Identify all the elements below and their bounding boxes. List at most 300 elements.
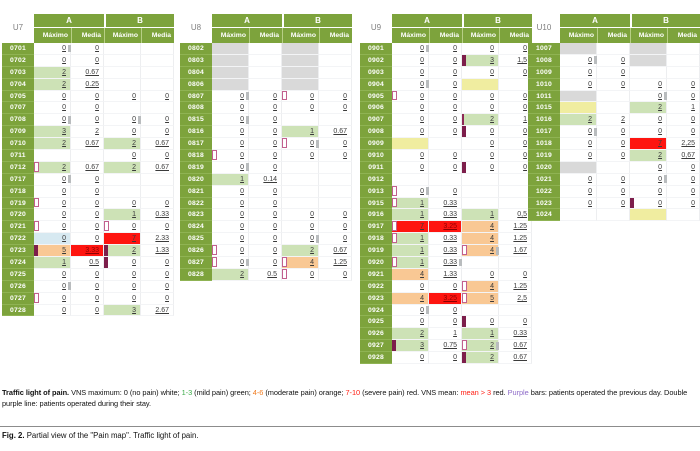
gray-bar [426,45,429,53]
pain-value: 3 [490,56,494,64]
row-label: 0818 [180,150,212,162]
purple-outline-bar [392,257,397,267]
pain-value: 0.67 [85,163,99,171]
cell-b-maximo [462,150,499,162]
table-row [2,293,174,305]
row-label: 0913 [360,186,392,198]
cell-a-maximo [392,245,429,257]
table-row [360,79,532,91]
row-label: 0719 [2,198,34,210]
row-label: 0802 [180,43,212,55]
header-b-maximo: Máximo [630,28,667,43]
cell-a-media [429,186,462,198]
pain-value: 0 [420,354,424,362]
pain-value: 0 [165,282,169,290]
pain-value: 0,5 [517,211,527,219]
pain-value: 0 [310,270,314,278]
cell-a-media [71,186,104,198]
cell-b-maximo [282,174,319,186]
pain-value: 0 [95,56,99,64]
pain-value: 7 [658,140,662,148]
table-row [180,150,352,162]
purple-bar-solid [392,340,396,351]
table-row [360,91,532,103]
pain-value: 0.33 [155,211,169,219]
row-label: 0703 [2,67,34,79]
cell-a-media [71,198,104,210]
pain-value: 0 [588,175,592,183]
pain-value: 0 [523,68,527,76]
cell-b-media [319,162,352,174]
pain-value: 0 [621,199,625,207]
row-label: 0808 [180,102,212,114]
row-label: 0815 [180,114,212,126]
cell-a-maximo [212,174,249,186]
pain-value: 1 [62,259,66,267]
cell-a-media [597,138,630,150]
table-row [528,174,700,186]
cell-b-maximo [282,198,319,210]
table-row [528,114,700,126]
row-label: 0803 [180,55,212,67]
cell-b-media [499,305,532,317]
cell-b-media [141,233,174,245]
cell-b-media [141,150,174,162]
cell-a-media [71,245,104,257]
pain-value: 0 [658,187,662,195]
cell-a-media [249,126,282,138]
gray-bar [594,128,597,136]
row-label: 1023 [528,198,560,210]
cell-a-media [429,233,462,245]
row-label: 0710 [2,138,34,150]
pain-value: 0 [132,92,136,100]
pain-table-u9 [360,14,532,364]
cell-b-maximo [282,102,319,114]
pain-value: 0 [95,270,99,278]
column-group-b-header: B [632,14,700,27]
table-row [2,245,174,257]
table-row [360,316,532,328]
cell-b-media [319,150,352,162]
cell-b-maximo [282,138,319,150]
pain-value: 0 [273,92,277,100]
pain-value: 3.25 [443,223,457,231]
pain-value: 0.67 [155,163,169,171]
pain-value: 0 [240,199,244,207]
cell-b-maximo [282,91,319,103]
cell-a-maximo [34,150,71,162]
cell-a-media [71,91,104,103]
row-label: 1024 [528,209,560,221]
table-row [360,67,532,79]
pain-value: 0 [490,140,494,148]
cell-a-media [429,102,462,114]
pain-value: 0 [165,270,169,278]
table-row [360,293,532,305]
pain-value: 0 [420,92,424,100]
row-label: 0816 [180,126,212,138]
legend-segment: (severe pain) red. VNS mean: [360,388,461,397]
pain-value: 1 [420,199,424,207]
pain-value: 7 [132,235,136,243]
pain-value: 3.25 [443,294,457,302]
table-row [2,281,174,293]
pain-value: 7 [420,223,424,231]
cell-a-media [429,114,462,126]
cell-b-maximo [104,174,141,186]
cell-b-maximo [104,102,141,114]
cell-b-maximo [462,55,499,67]
cell-a-maximo [392,233,429,245]
cell-b-media [319,209,352,221]
pain-value: 0 [240,247,244,255]
cell-a-maximo [212,221,249,233]
row-label: 0922 [360,281,392,293]
cell-a-maximo [392,257,429,269]
pain-value: 0.75 [443,342,457,350]
pain-value: 0 [420,282,424,290]
pain-value: 0 [62,235,66,243]
pain-value: 2 [132,247,136,255]
table-row [2,269,174,281]
cell-b-media [141,198,174,210]
caption-text: Partial view of the "Pain map". Traffic light of pain. [24,431,199,440]
purple-bar-solid [462,126,466,137]
gray-bar [426,187,429,195]
pain-value: 0 [523,104,527,112]
cell-a-maximo [392,102,429,114]
pain-value: 0 [621,175,625,183]
row-label: 0720 [2,209,34,221]
pain-value: 0 [523,152,527,160]
cell-a-maximo [212,67,249,79]
table-row [180,269,352,281]
cell-b-media [319,221,352,233]
table-row [2,209,174,221]
row-label: 0727 [2,293,34,305]
pain-value: 0 [95,199,99,207]
pain-value: 0 [490,152,494,160]
cell-a-maximo [34,126,71,138]
cell-b-maximo [462,198,499,210]
cell-a-maximo [212,102,249,114]
pain-value: 0 [62,294,66,302]
pain-value: 0 [95,223,99,231]
cell-b-maximo [630,55,667,67]
row-label: 0917 [360,221,392,233]
purple-outline-bar [392,186,397,196]
table-row [180,79,352,91]
cell-b-media [319,114,352,126]
cell-b-media [141,55,174,67]
pain-value: 2 [420,330,424,338]
pain-value: 2 [132,140,136,148]
cell-a-maximo [392,198,429,210]
header-b-maximo: Máximo [462,28,499,43]
pain-value: 0 [165,152,169,160]
table-row [180,245,352,257]
table-row [360,269,532,281]
cell-b-media [667,102,700,114]
legend-segment: red. [491,388,508,397]
legend-segment: 4-6 [252,388,264,397]
table-row [2,55,174,67]
cell-a-media [429,162,462,174]
cell-a-maximo [34,91,71,103]
cell-a-maximo [392,55,429,67]
cell-b-maximo [630,209,667,221]
cell-b-maximo [282,114,319,126]
row-label: 0826 [180,245,212,257]
table-row [360,138,532,150]
cell-b-media [499,233,532,245]
table-row [528,91,700,103]
gray-bar [68,282,71,290]
pain-value: 0.67 [333,247,347,255]
pain-value: 0 [691,116,695,124]
pain-value: 0 [240,104,244,112]
gray-bar [68,45,71,53]
row-label: 0712 [2,162,34,174]
row-label: 0920 [360,257,392,269]
pain-value: 1.25 [513,223,527,231]
cell-a-maximo [392,91,429,103]
cell-b-maximo [630,102,667,114]
pain-value: 4 [310,259,314,267]
cell-a-media [597,55,630,67]
gray-bar [426,306,429,314]
pain-value: 4 [420,294,424,302]
pain-value: 0 [621,56,625,64]
cell-b-media [667,43,700,55]
cell-a-maximo [392,174,429,186]
row-label: 1011 [528,91,560,103]
cell-a-media [597,43,630,55]
cell-b-media [141,114,174,126]
pain-value: 0 [420,68,424,76]
cell-a-maximo [212,257,249,269]
pain-value: 0 [132,259,136,267]
purple-outline-bar [34,198,39,208]
cell-b-media [141,91,174,103]
purple-bar-solid [104,245,108,256]
row-label: 0722 [2,233,34,245]
row-label: 0707 [2,102,34,114]
cell-a-maximo [392,79,429,91]
cell-b-media [667,114,700,126]
table-row [2,79,174,91]
header-a-maximo: Máximo [34,28,71,43]
pain-value: 0 [95,235,99,243]
table-row [360,340,532,352]
cell-a-maximo [392,316,429,328]
cell-b-maximo [462,43,499,55]
row-label: 1010 [528,79,560,91]
header-a-maximo: Máximo [560,28,597,43]
cell-a-maximo [392,281,429,293]
pain-value: 0 [310,92,314,100]
cell-b-maximo [462,281,499,293]
pain-value: 3.33 [85,247,99,255]
purple-outline-bar [392,91,397,101]
column-group-a-header: A [392,14,462,27]
cell-a-media [249,233,282,245]
pain-value: 0 [165,294,169,302]
cell-b-media [319,269,352,281]
cell-b-media [319,198,352,210]
pain-value: 2,5 [517,294,527,302]
cell-a-media [429,55,462,67]
pain-value: 1 [132,211,136,219]
pain-value: 0.25 [85,80,99,88]
pain-value: 0 [273,223,277,231]
legend-segment: mean > 3 [460,388,492,397]
table-row [360,281,532,293]
cell-a-maximo [392,340,429,352]
cell-b-media [141,281,174,293]
pain-value: 0 [165,128,169,136]
cell-b-maximo [630,126,667,138]
cell-a-maximo [392,352,429,364]
pain-value: 0 [273,199,277,207]
cell-b-maximo [104,150,141,162]
cell-a-media [249,174,282,186]
cell-a-maximo [212,126,249,138]
unit-label-u10: U10 [536,23,552,32]
row-label: 0905 [360,91,392,103]
gray-bar [459,259,462,267]
cell-a-media [71,305,104,317]
pain-value: 0.33 [443,247,457,255]
pain-value: 0 [62,223,66,231]
row-label: 0902 [360,55,392,67]
row-label: 0912 [360,174,392,186]
pain-value: 2 [621,116,625,124]
pain-value: 0 [132,270,136,278]
pain-value: 0.33 [443,199,457,207]
table-row [360,162,532,174]
row-label: 0828 [180,269,212,281]
pain-value: 0 [343,104,347,112]
cell-a-media [71,126,104,138]
gray-bar [496,247,499,255]
pain-value: 2.67 [155,306,169,314]
gray-bar [246,259,249,267]
purple-bar-solid [630,198,634,209]
cell-a-media [71,209,104,221]
pain-value: 0.33 [443,211,457,219]
cell-a-media [597,174,630,186]
row-label: 0702 [2,55,34,67]
pain-value: 0 [453,163,457,171]
cell-b-maximo [462,91,499,103]
purple-outline-bar [104,221,109,231]
cell-a-media [597,209,630,221]
gray-bar [246,163,249,171]
cell-b-maximo [104,245,141,257]
cell-b-maximo [104,209,141,221]
pain-value: 0 [343,211,347,219]
pain-value: 0 [310,211,314,219]
table-row [360,198,532,210]
row-label: 0909 [360,138,392,150]
table-row [528,150,700,162]
gray-bar [316,235,319,243]
pain-value: 0 [420,56,424,64]
cell-b-maximo [282,233,319,245]
pain-value: 0 [420,104,424,112]
cell-a-maximo [212,138,249,150]
row-label: 1021 [528,174,560,186]
cell-b-media [499,257,532,269]
cell-b-maximo [462,67,499,79]
pain-value: 0 [62,211,66,219]
pain-value: 1.25 [333,259,347,267]
cell-a-maximo [392,114,429,126]
table-row [2,67,174,79]
pain-value: 0 [588,187,592,195]
pain-value: 0.67 [85,140,99,148]
pain-value: 0 [453,92,457,100]
cell-a-media [71,221,104,233]
pain-value: 0 [62,282,66,290]
pain-value: 0 [165,223,169,231]
table-row [528,186,700,198]
header-labels-row [560,28,700,43]
pain-value: 3 [132,306,136,314]
cell-b-maximo [462,328,499,340]
cell-a-media [597,126,630,138]
cell-a-media [71,293,104,305]
cell-b-maximo [104,281,141,293]
pain-value: 0 [691,92,695,100]
pain-value: 0 [490,92,494,100]
cell-b-maximo [462,305,499,317]
cell-a-media [429,245,462,257]
pain-value: 0 [240,163,244,171]
pain-value: 0 [273,116,277,124]
row-label: 0907 [360,114,392,126]
table-row [2,114,174,126]
table-row [180,162,352,174]
pain-value: 2 [490,354,494,362]
cell-a-maximo [392,162,429,174]
purple-outline-bar [212,150,217,160]
pain-value: 0 [658,80,662,88]
pain-value: 0 [453,128,457,136]
table-row [360,352,532,364]
legend-segment: Purple [507,388,529,397]
cell-b-maximo [104,221,141,233]
cell-b-maximo [630,79,667,91]
cell-b-maximo [282,150,319,162]
pain-value: 0 [343,140,347,148]
row-label: 1018 [528,138,560,150]
pain-value: 0 [240,92,244,100]
row-label: 0705 [2,91,34,103]
pain-value: 1 [691,104,695,112]
cell-a-media [429,269,462,281]
pain-value: 0 [621,187,625,195]
cell-b-media [499,221,532,233]
cell-a-media [429,316,462,328]
pain-value: 0 [523,128,527,136]
cell-a-maximo [212,91,249,103]
pain-value: 0.33 [513,330,527,338]
cell-b-maximo [462,257,499,269]
pain-value: 0 [588,152,592,160]
